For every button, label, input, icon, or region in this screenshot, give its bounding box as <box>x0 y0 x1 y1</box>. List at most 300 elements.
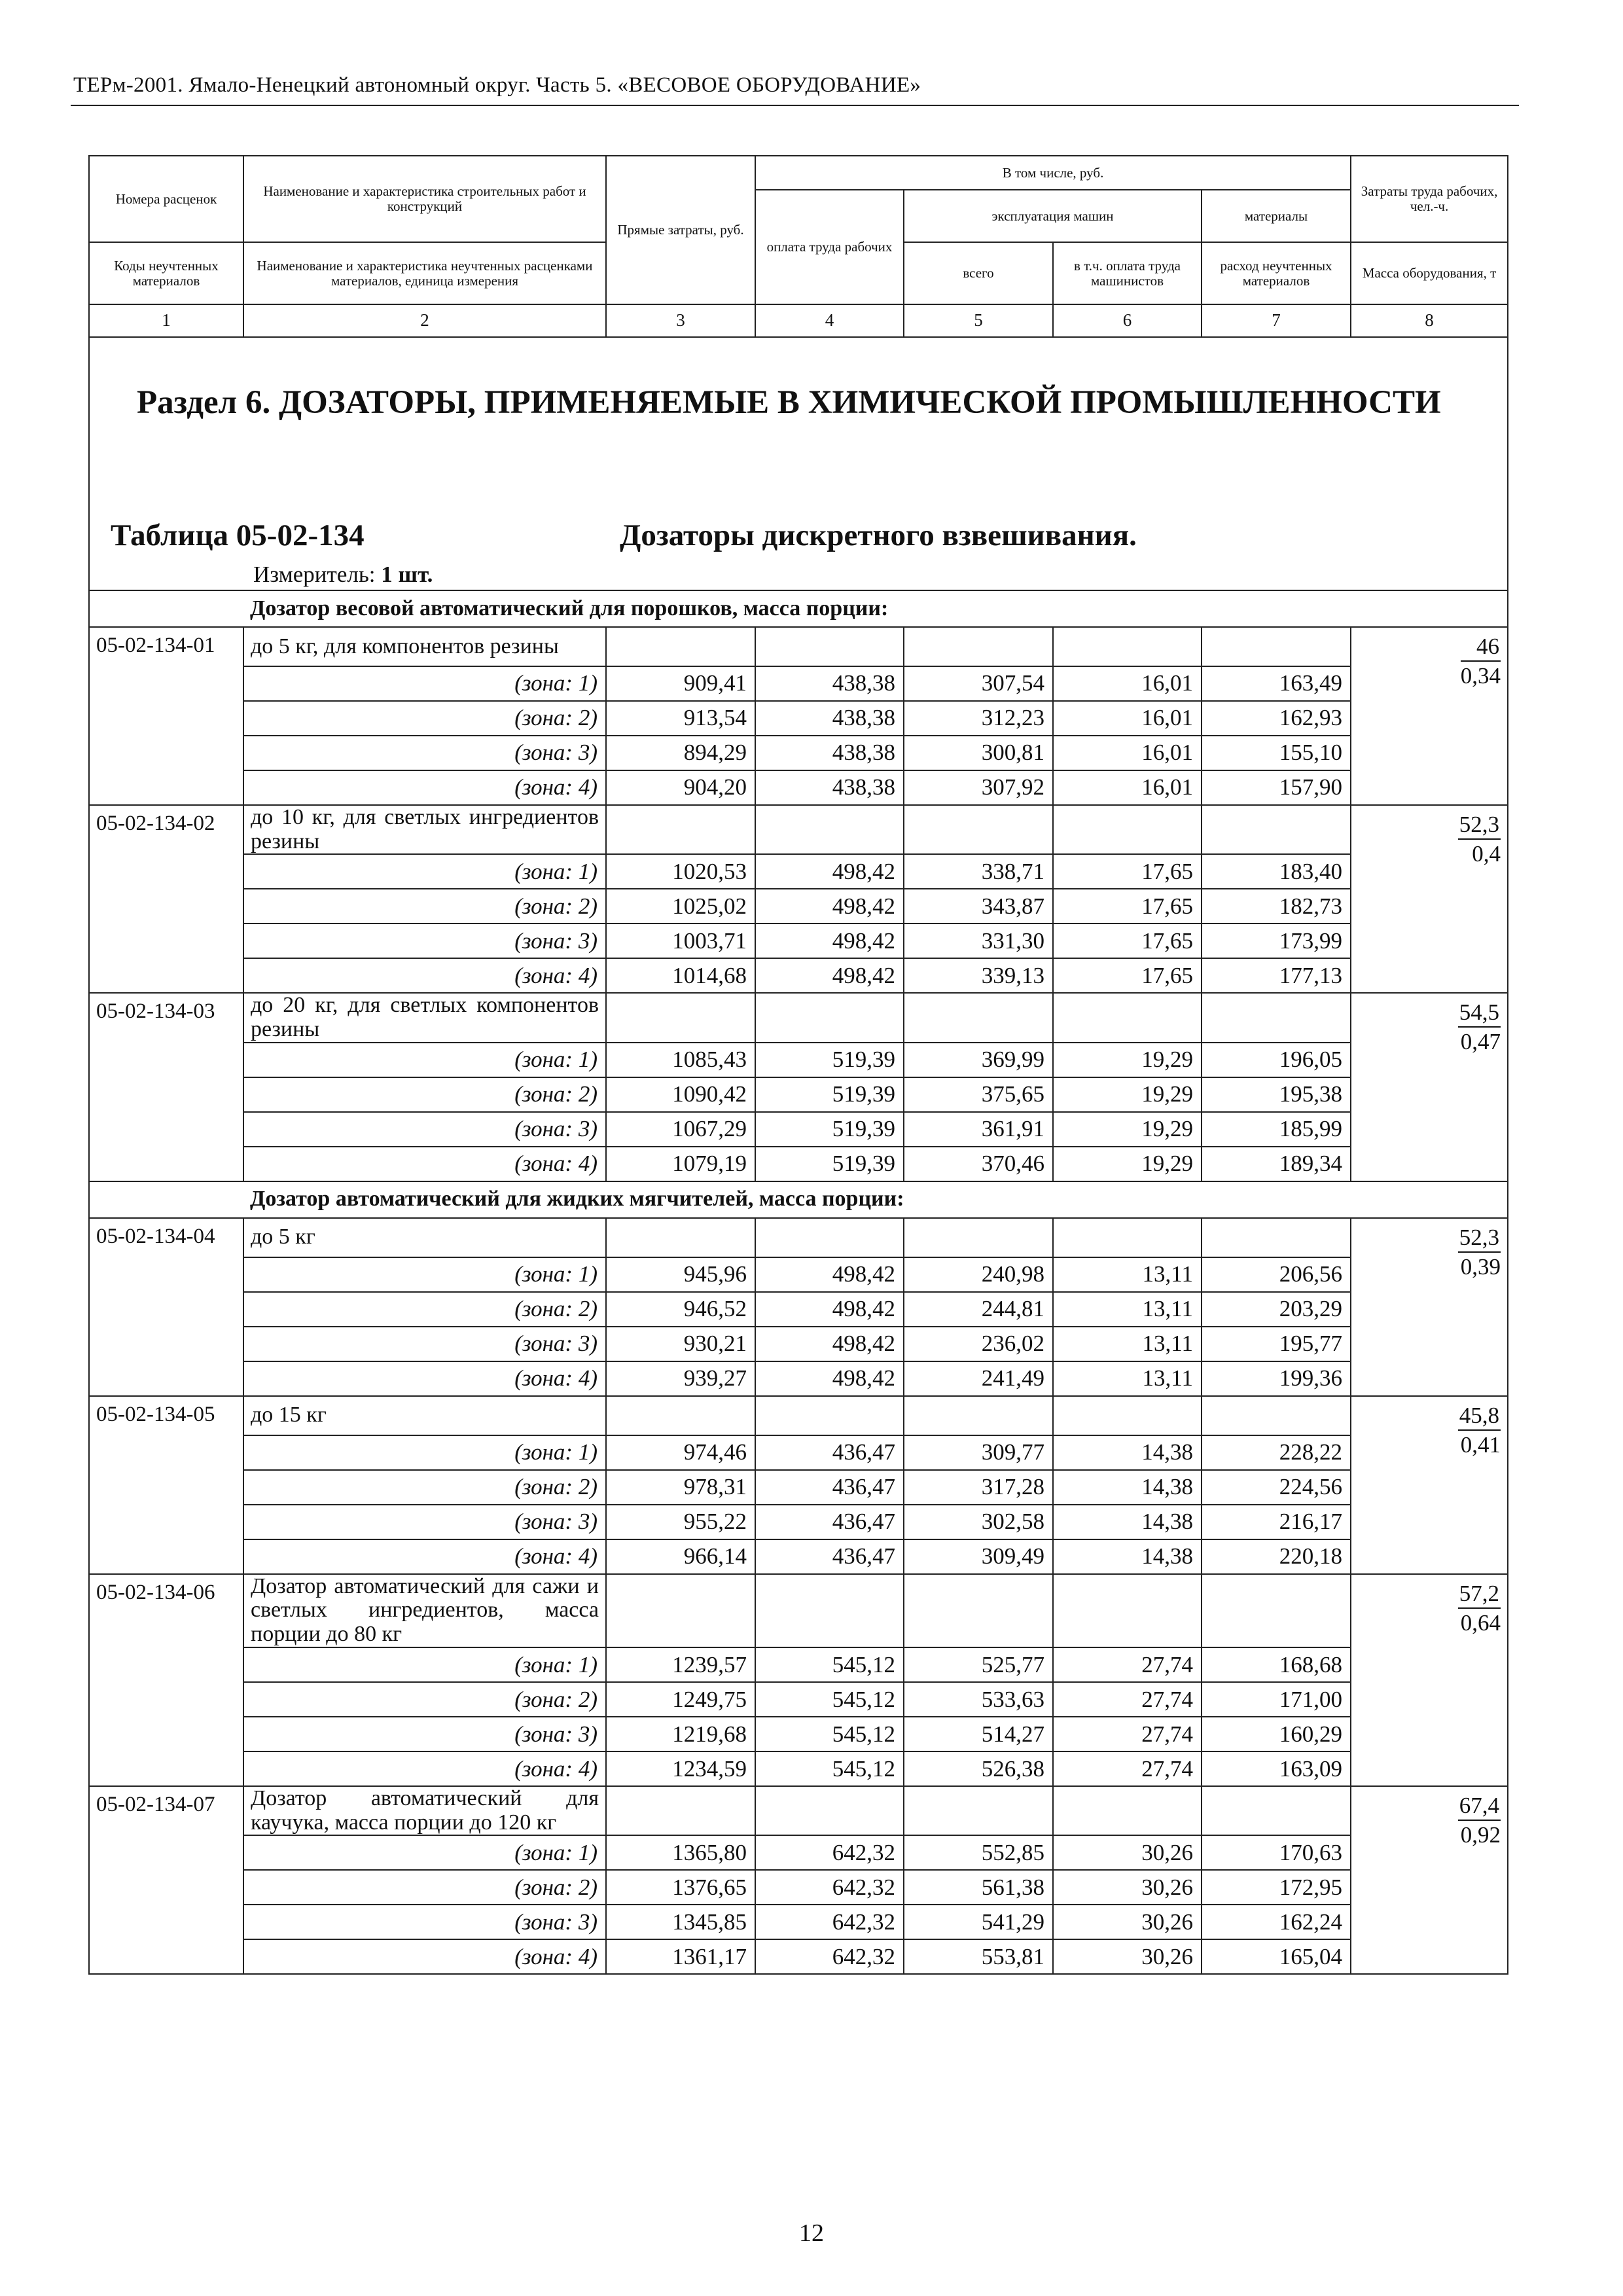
col5-header: всего <box>904 242 1053 304</box>
machinist-wages: 19,29 <box>1053 1147 1202 1181</box>
empty-cell <box>606 993 755 1042</box>
zone-row <box>89 1939 1508 1974</box>
direct-cost: 1067,29 <box>606 1112 755 1147</box>
materials-cost: 220,18 <box>1202 1539 1351 1574</box>
item-row <box>89 805 1508 854</box>
col6-header: в т.ч. оплата труда машинистов <box>1053 242 1202 304</box>
empty-cell <box>606 805 755 854</box>
machine-cost: 552,85 <box>904 1835 1053 1870</box>
materials-cost: 157,90 <box>1202 770 1351 805</box>
col-number: 6 <box>1053 304 1202 337</box>
worker-wages: 438,38 <box>755 701 904 736</box>
materials-cost: 196,05 <box>1202 1043 1351 1077</box>
worker-wages: 642,32 <box>755 1939 904 1974</box>
item-row <box>89 1396 1508 1435</box>
worker-wages: 498,42 <box>755 1361 904 1396</box>
zone-row <box>89 1870 1508 1905</box>
zone-label: (зона: 4) <box>243 1361 606 1396</box>
zone-label: (зона: 1) <box>243 1647 606 1682</box>
worker-wages: 436,47 <box>755 1470 904 1505</box>
worker-wages: 519,39 <box>755 1112 904 1147</box>
zone-label: (зона: 3) <box>243 1717 606 1751</box>
section-block <box>89 337 1508 590</box>
rate-code: 05-02-134-02 <box>89 805 243 993</box>
zone-row <box>89 958 1508 993</box>
group-title: Дозатор автоматический для жидких мягчителей, масса порции: <box>243 1181 1508 1218</box>
machine-cost: 533,63 <box>904 1682 1053 1717</box>
machine-cost: 244,81 <box>904 1292 1053 1327</box>
item-name: до 10 кг, для светлых ингредиентов резины <box>243 805 606 854</box>
labor-mass-cell <box>1351 1786 1508 1974</box>
worker-wages: 642,32 <box>755 1870 904 1905</box>
materials-cost: 203,29 <box>1202 1292 1351 1327</box>
header-rule <box>71 105 1519 106</box>
empty-cell <box>1202 993 1351 1042</box>
materials-cost: 183,40 <box>1202 854 1351 889</box>
empty-cell <box>904 627 1053 666</box>
zone-row <box>89 854 1508 889</box>
materials-cost: 165,04 <box>1202 1939 1351 1974</box>
materials-cost: 155,10 <box>1202 736 1351 770</box>
item-row <box>89 1574 1508 1647</box>
zone-row <box>89 1112 1508 1147</box>
worker-wages: 438,38 <box>755 666 904 701</box>
machine-cost: 526,38 <box>904 1751 1053 1786</box>
direct-cost: 1361,17 <box>606 1939 755 1974</box>
zone-row <box>89 1505 1508 1539</box>
labor-cost: 45,8 <box>1458 1403 1501 1431</box>
empty-cell <box>606 1396 755 1435</box>
machine-cost: 302,58 <box>904 1505 1053 1539</box>
labor-mass-cell <box>1351 805 1508 993</box>
labor-mass-cell <box>1351 993 1508 1181</box>
materials-cost: 199,36 <box>1202 1361 1351 1396</box>
machine-cost: 240,98 <box>904 1257 1053 1292</box>
empty-cell <box>755 1574 904 1647</box>
machinist-wages: 14,38 <box>1053 1470 1202 1505</box>
direct-cost: 894,29 <box>606 736 755 770</box>
empty-cell <box>904 1396 1053 1435</box>
machinist-wages: 30,26 <box>1053 1905 1202 1939</box>
zone-label: (зона: 1) <box>243 666 606 701</box>
col3-header: Прямые затраты, руб. <box>606 156 755 304</box>
group-spacer <box>89 1181 243 1218</box>
empty-cell <box>1202 627 1351 666</box>
col-number: 8 <box>1351 304 1508 337</box>
unit-label: Измеритель: <box>253 562 376 588</box>
empty-cell <box>1053 805 1202 854</box>
empty-cell <box>1053 627 1202 666</box>
zone-label: (зона: 1) <box>243 1257 606 1292</box>
direct-cost: 946,52 <box>606 1292 755 1327</box>
worker-wages: 436,47 <box>755 1539 904 1574</box>
equipment-mass: 0,34 <box>1460 662 1501 689</box>
direct-cost: 1079,19 <box>606 1147 755 1181</box>
machine-cost: 307,54 <box>904 666 1053 701</box>
machinist-wages: 17,65 <box>1053 924 1202 958</box>
direct-cost: 945,96 <box>606 1257 755 1292</box>
zone-row <box>89 1361 1508 1396</box>
machinist-wages: 27,74 <box>1053 1717 1202 1751</box>
section-row <box>89 337 1508 590</box>
empty-cell <box>1053 1786 1202 1835</box>
direct-cost: 955,22 <box>606 1505 755 1539</box>
zone-row <box>89 701 1508 736</box>
empty-cell <box>1202 1786 1351 1835</box>
zone-row <box>89 1292 1508 1327</box>
machinist-wages: 13,11 <box>1053 1327 1202 1361</box>
zone-label: (зона: 4) <box>243 1939 606 1974</box>
machinist-wages: 19,29 <box>1053 1112 1202 1147</box>
item-name: до 5 кг <box>243 1218 606 1257</box>
worker-wages: 498,42 <box>755 1327 904 1361</box>
section-title: Раздел 6. ДОЗАТОРЫ, ПРИМЕНЯЕМЫЕ В ХИМИЧЕСКОЙ ПРОМЫШЛЕННОСТИ <box>137 384 1441 421</box>
machinist-wages: 16,01 <box>1053 736 1202 770</box>
machinist-wages: 14,38 <box>1053 1435 1202 1470</box>
empty-cell <box>904 805 1053 854</box>
equipment-mass: 0,47 <box>1460 1029 1501 1055</box>
machinist-wages: 16,01 <box>1053 666 1202 701</box>
item-row <box>89 993 1508 1042</box>
col7-header: расход неучтенных материалов <box>1202 242 1351 304</box>
labor-mass-fraction <box>1461 634 1501 689</box>
labor-cost: 67,4 <box>1458 1793 1501 1821</box>
machinist-wages: 30,26 <box>1053 1939 1202 1974</box>
zone-label: (зона: 4) <box>243 770 606 805</box>
machinist-wages: 19,29 <box>1053 1043 1202 1077</box>
zone-row <box>89 924 1508 958</box>
worker-wages: 436,47 <box>755 1435 904 1470</box>
machinist-wages: 13,11 <box>1053 1257 1202 1292</box>
zone-label: (зона: 3) <box>243 1112 606 1147</box>
materials-cost: 216,17 <box>1202 1505 1351 1539</box>
empty-cell <box>1202 1574 1351 1647</box>
zone-label: (зона: 2) <box>243 1682 606 1717</box>
machinist-wages: 30,26 <box>1053 1870 1202 1905</box>
zone-label: (зона: 2) <box>243 1870 606 1905</box>
zone-row <box>89 889 1508 924</box>
labor-cost: 52,3 <box>1458 812 1501 840</box>
zone-label: (зона: 2) <box>243 889 606 924</box>
worker-wages: 436,47 <box>755 1505 904 1539</box>
worker-wages: 545,12 <box>755 1751 904 1786</box>
rate-code: 05-02-134-04 <box>89 1218 243 1396</box>
zone-row <box>89 1435 1508 1470</box>
machinist-wages: 27,74 <box>1053 1751 1202 1786</box>
equipment-mass: 0,4 <box>1472 840 1501 867</box>
empty-cell <box>606 1218 755 1257</box>
direct-cost: 939,27 <box>606 1361 755 1396</box>
item-name: Дозатор автоматический для сажи и светлых ингредиентов, масса порции до 80 кг <box>243 1574 606 1647</box>
page-header: ТЕРм-2001. Ямало-Ненецкий автономный округ. Часть 5. «ВЕСОВОЕ ОБОРУДОВАНИЕ» <box>73 73 921 97</box>
labor-mass-fraction <box>1458 1793 1501 1848</box>
labor-cost: 54,5 <box>1458 1000 1501 1028</box>
machine-cost: 370,46 <box>904 1147 1053 1181</box>
machine-cost: 343,87 <box>904 889 1053 924</box>
materials-cost: 171,00 <box>1202 1682 1351 1717</box>
col-number: 3 <box>606 304 755 337</box>
zone-label: (зона: 3) <box>243 736 606 770</box>
labor-cost: 57,2 <box>1458 1581 1501 1609</box>
materials-cost: 228,22 <box>1202 1435 1351 1470</box>
zone-row <box>89 1470 1508 1505</box>
empty-cell <box>606 1574 755 1647</box>
machine-cost: 317,28 <box>904 1470 1053 1505</box>
machinist-wages: 16,01 <box>1053 770 1202 805</box>
labor-mass-fraction <box>1458 1225 1501 1280</box>
column-numbers-row <box>89 304 1508 337</box>
direct-cost: 966,14 <box>606 1539 755 1574</box>
worker-wages: 545,12 <box>755 1717 904 1751</box>
zone-row <box>89 1257 1508 1292</box>
zone-label: (зона: 3) <box>243 1505 606 1539</box>
zone-label: (зона: 1) <box>243 1835 606 1870</box>
machinist-wages: 16,01 <box>1053 701 1202 736</box>
machinist-wages: 30,26 <box>1053 1835 1202 1870</box>
group-title: Дозатор весовой автоматический для порошков, масса порции: <box>243 590 1508 627</box>
table-caption <box>90 519 1507 558</box>
empty-cell <box>755 1786 904 1835</box>
col-number: 7 <box>1202 304 1351 337</box>
machinist-wages: 17,65 <box>1053 854 1202 889</box>
zone-row <box>89 1147 1508 1181</box>
direct-cost: 909,41 <box>606 666 755 701</box>
empty-cell <box>1202 1218 1351 1257</box>
zone-label: (зона: 4) <box>243 1539 606 1574</box>
direct-cost: 1376,65 <box>606 1870 755 1905</box>
labor-mass-cell <box>1351 1396 1508 1574</box>
worker-wages: 642,32 <box>755 1835 904 1870</box>
labor-mass-fraction <box>1458 1403 1501 1458</box>
materials-cost: 163,09 <box>1202 1751 1351 1786</box>
rate-code: 05-02-134-06 <box>89 1574 243 1786</box>
col1-top-header: Номера расценок <box>89 156 243 242</box>
zone-row <box>89 1077 1508 1112</box>
machine-cost: 300,81 <box>904 736 1053 770</box>
item-name: до 15 кг <box>243 1396 606 1435</box>
worker-wages: 438,38 <box>755 736 904 770</box>
worker-wages: 519,39 <box>755 1077 904 1112</box>
item-name: до 20 кг, для светлых компонентов резины <box>243 993 606 1042</box>
machine-cost: 236,02 <box>904 1327 1053 1361</box>
col8-top-header: Затраты труда рабочих, чел.-ч. <box>1351 156 1508 242</box>
materials-cost: 185,99 <box>1202 1112 1351 1147</box>
machinist-wages: 27,74 <box>1053 1682 1202 1717</box>
materials-cost: 168,68 <box>1202 1647 1351 1682</box>
worker-wages: 519,39 <box>755 1147 904 1181</box>
empty-cell <box>755 805 904 854</box>
materials-cost: 170,63 <box>1202 1835 1351 1870</box>
machine-cost: 339,13 <box>904 958 1053 993</box>
page-number: 12 <box>799 2219 824 2247</box>
zone-row <box>89 1835 1508 1870</box>
col4-header: оплата труда рабочих <box>755 190 904 304</box>
direct-cost: 1003,71 <box>606 924 755 958</box>
direct-cost: 1025,02 <box>606 889 755 924</box>
zone-row <box>89 1682 1508 1717</box>
empty-cell <box>904 993 1053 1042</box>
zone-row <box>89 1717 1508 1751</box>
labor-mass-fraction <box>1458 812 1501 867</box>
rate-code: 05-02-134-01 <box>89 627 243 805</box>
materials-cost: 173,99 <box>1202 924 1351 958</box>
materials-cost: 172,95 <box>1202 1870 1351 1905</box>
empty-cell <box>1053 1218 1202 1257</box>
group-row <box>89 590 1508 627</box>
col-number: 5 <box>904 304 1053 337</box>
materials-cost: 162,93 <box>1202 701 1351 736</box>
zone-label: (зона: 2) <box>243 701 606 736</box>
zone-label: (зона: 1) <box>243 1043 606 1077</box>
unit-line <box>253 562 1507 590</box>
direct-cost: 1014,68 <box>606 958 755 993</box>
materials-cost: 224,56 <box>1202 1470 1351 1505</box>
materials-cost: 195,38 <box>1202 1077 1351 1112</box>
equipment-mass: 0,92 <box>1460 1821 1501 1848</box>
labor-cost: 46 <box>1461 634 1501 662</box>
col-number: 2 <box>243 304 606 337</box>
direct-cost: 1234,59 <box>606 1751 755 1786</box>
zone-label: (зона: 1) <box>243 854 606 889</box>
materials-cost: 177,13 <box>1202 958 1351 993</box>
direct-cost: 1345,85 <box>606 1905 755 1939</box>
machine-cost: 338,71 <box>904 854 1053 889</box>
direct-cost: 930,21 <box>606 1327 755 1361</box>
empty-cell <box>606 627 755 666</box>
direct-cost: 1085,43 <box>606 1043 755 1077</box>
item-row <box>89 1218 1508 1257</box>
worker-wages: 498,42 <box>755 854 904 889</box>
zone-label: (зона: 4) <box>243 958 606 993</box>
empty-cell <box>1053 1396 1202 1435</box>
direct-cost: 1365,80 <box>606 1835 755 1870</box>
zone-label: (зона: 4) <box>243 1751 606 1786</box>
machine-cost: 307,92 <box>904 770 1053 805</box>
machine-cost: 309,49 <box>904 1539 1053 1574</box>
equipment-mass: 0,39 <box>1460 1253 1501 1280</box>
machinist-wages: 17,65 <box>1053 958 1202 993</box>
worker-wages: 498,42 <box>755 924 904 958</box>
direct-cost: 1219,68 <box>606 1717 755 1751</box>
machinist-wages: 13,11 <box>1053 1361 1202 1396</box>
worker-wages: 498,42 <box>755 1292 904 1327</box>
incl-header: В том числе, руб. <box>755 156 1351 190</box>
worker-wages: 498,42 <box>755 958 904 993</box>
labor-mass-cell <box>1351 1574 1508 1786</box>
norms-table <box>88 155 1508 1975</box>
machine-cost: 331,30 <box>904 924 1053 958</box>
table-title: Дозаторы дискретного взвешивания. <box>620 518 1137 553</box>
item-row <box>89 1786 1508 1835</box>
zone-row <box>89 1647 1508 1682</box>
direct-cost: 974,46 <box>606 1435 755 1470</box>
col-number: 4 <box>755 304 904 337</box>
machinist-wages: 14,38 <box>1053 1505 1202 1539</box>
empty-cell <box>755 1396 904 1435</box>
materials-cost: 162,24 <box>1202 1905 1351 1939</box>
worker-wages: 498,42 <box>755 1257 904 1292</box>
unit-value: 1 шт. <box>381 562 433 588</box>
empty-cell <box>904 1786 1053 1835</box>
empty-cell <box>904 1574 1053 1647</box>
materials-cost: 160,29 <box>1202 1717 1351 1751</box>
zone-row <box>89 1043 1508 1077</box>
direct-cost: 1239,57 <box>606 1647 755 1682</box>
machinist-wages: 27,74 <box>1053 1647 1202 1682</box>
direct-cost: 904,20 <box>606 770 755 805</box>
equipment-mass: 0,41 <box>1460 1431 1501 1458</box>
rate-code: 05-02-134-07 <box>89 1786 243 1974</box>
col1-bottom-header: Коды неучтенных материалов <box>89 242 243 304</box>
materials-cost: 182,73 <box>1202 889 1351 924</box>
equipment-mass: 0,64 <box>1460 1609 1501 1636</box>
worker-wages: 498,42 <box>755 889 904 924</box>
zone-row <box>89 1905 1508 1939</box>
zone-label: (зона: 4) <box>243 1147 606 1181</box>
zone-label: (зона: 1) <box>243 1435 606 1470</box>
col2-bottom-header: Наименование и характеристика неучтенных расценками материалов, единица измерения <box>243 242 606 304</box>
machine-cost: 514,27 <box>904 1717 1053 1751</box>
machine-cost: 241,49 <box>904 1361 1053 1396</box>
empty-cell <box>1202 805 1351 854</box>
rate-code: 05-02-134-03 <box>89 993 243 1181</box>
empty-cell <box>1053 1574 1202 1647</box>
materials-header: материалы <box>1202 190 1351 242</box>
machines-header: эксплуатация машин <box>904 190 1202 242</box>
machine-cost: 561,38 <box>904 1870 1053 1905</box>
empty-cell <box>755 627 904 666</box>
table-number: Таблица 05-02-134 <box>111 518 365 553</box>
worker-wages: 519,39 <box>755 1043 904 1077</box>
worker-wages: 545,12 <box>755 1682 904 1717</box>
group-row <box>89 1181 1508 1218</box>
worker-wages: 545,12 <box>755 1647 904 1682</box>
machine-cost: 361,91 <box>904 1112 1053 1147</box>
zone-label: (зона: 3) <box>243 924 606 958</box>
direct-cost: 1249,75 <box>606 1682 755 1717</box>
worker-wages: 438,38 <box>755 770 904 805</box>
labor-mass-cell <box>1351 1218 1508 1396</box>
zone-label: (зона: 2) <box>243 1292 606 1327</box>
group-spacer <box>89 590 243 627</box>
item-name: Дозатор автоматический для каучука, масса порции до 120 кг <box>243 1786 606 1835</box>
labor-mass-fraction <box>1458 1000 1501 1054</box>
zone-row <box>89 1539 1508 1574</box>
machine-cost: 375,65 <box>904 1077 1053 1112</box>
empty-cell <box>904 1218 1053 1257</box>
labor-cost: 52,3 <box>1458 1225 1501 1253</box>
machine-cost: 312,23 <box>904 701 1053 736</box>
machinist-wages: 17,65 <box>1053 889 1202 924</box>
machine-cost: 553,81 <box>904 1939 1053 1974</box>
direct-cost: 1090,42 <box>606 1077 755 1112</box>
direct-cost: 913,54 <box>606 701 755 736</box>
zone-label: (зона: 3) <box>243 1905 606 1939</box>
item-row <box>89 627 1508 666</box>
materials-cost: 206,56 <box>1202 1257 1351 1292</box>
materials-cost: 195,77 <box>1202 1327 1351 1361</box>
materials-cost: 163,49 <box>1202 666 1351 701</box>
direct-cost: 978,31 <box>606 1470 755 1505</box>
empty-cell <box>755 1218 904 1257</box>
zone-row <box>89 666 1508 701</box>
labor-mass-fraction <box>1458 1581 1501 1636</box>
item-name: до 5 кг, для компонентов резины <box>243 627 606 666</box>
zone-row <box>89 1751 1508 1786</box>
direct-cost: 1020,53 <box>606 854 755 889</box>
zone-label: (зона: 2) <box>243 1077 606 1112</box>
zone-row <box>89 736 1508 770</box>
